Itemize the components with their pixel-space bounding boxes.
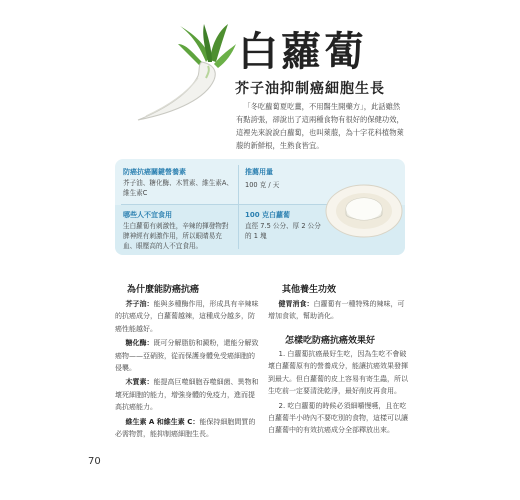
intro-paragraph (236, 100, 406, 152)
reference-text: 直徑 7.5 公分、厚 2 公分的 1 塊 (245, 222, 321, 240)
right-paragraph: 1. 白蘿蔔抗癌最好生吃，因為生吃不會破壞白蘿蔔原有的營養成分，能讓抗癌效果發揮到最大。但白蘿蔔的皮上容易有寄生蟲，所以生吃前一定要清洗乾淨，最好削皮再食用。 (268, 350, 408, 396)
left-paragraph-text: 能提高巨噬細胞吞噬細菌、異物和壞死細胞的能力，增強身體的免疫力，進而提高抗癌能力。 (115, 378, 259, 412)
page-subtitle: 芥子油抑制癌細胞生長 (235, 81, 385, 97)
right-paragraph (268, 298, 408, 323)
right-paragraph-label: 健胃消食： (278, 300, 314, 308)
left-paragraph-text: 既可分解脂肪和澱粉，還能分解致癌物——亞硝胺，從而保護身體免受癌細胞的侵襲。 (115, 339, 259, 373)
left-paragraph-text: 能與多種酶作用，形成具有辛辣味的抗癌成分，白蘿蔔越辣，這種成分越多，防癌性能越好。 (115, 300, 259, 333)
nutrients-text: 芥子油、糖化酶、木質素、維生素A、維生素C (123, 179, 234, 197)
left-paragraph-text: 能保持細胞間質的必需物質，能抑制癌細胞生長。 (115, 417, 256, 439)
panel-divider-vertical (238, 165, 239, 249)
right-column-body-1 (268, 298, 408, 325)
left-section-heading: 為什麼能防癌抗癌 (127, 285, 200, 295)
left-paragraph (115, 337, 261, 374)
left-column-body (115, 298, 261, 442)
left-paragraph-label: 木質素： (125, 378, 154, 387)
page-title: 白蘿蔔 (238, 28, 367, 75)
right-section-heading: 其他養生功效 (282, 285, 337, 295)
left-paragraph-label: 芥子油： (125, 300, 154, 308)
left-paragraph-label: 糖化酶： (125, 339, 154, 348)
avoid-title: 哪些人不宜食用 (123, 211, 172, 219)
intro-text: 「冬吃蘿蔔夏吃薑，不用醫生開藥方」，此話雖然有點誇張，卻說出了這兩種食物有很好的保健功效，這裡先來說說白蘿蔔，也叫萊菔，為十字花科植物萊菔的新鮮根，生熟食皆宜。 (236, 102, 404, 150)
right-paragraph: 2. 吃白蘿蔔的時候必須細嚼慢嚥，且在吃白蘿蔔半小時內不要吃別的食物，這樣可以讓白蘿蔔中的有效抗癌成分全部釋放出來。 (268, 401, 408, 435)
right-paragraph-text: 白蘿蔔有一種特殊的辣味，可增加食欲，幫助消化。 (268, 300, 405, 321)
radish-illustration (128, 22, 238, 122)
nutrients-title: 防癌抗癌關鍵營養素 (123, 168, 186, 176)
left-paragraph (115, 376, 261, 413)
right-section-heading-2: 怎樣吃防癌抗癌效果好 (285, 336, 376, 346)
page-number: 70 (88, 456, 101, 467)
reference-title: 100 克白蘿蔔 (245, 211, 291, 219)
radish-slice-plate-image (323, 165, 405, 245)
right-column-body-2 (268, 348, 408, 439)
avoid-text: 生白蘿蔔有刺激性，辛辣的揮發物對脾神經有刺激作用，所以眼睛易充血、眼壓高的人不宜食用。 (123, 222, 229, 250)
left-paragraph (115, 298, 261, 335)
left-paragraph-label: 維生素 A 和維生素 C： (125, 417, 200, 426)
left-paragraph (115, 416, 261, 441)
dosage-title: 推薦用量 (245, 168, 273, 176)
dosage-text: 100 克 / 天 (245, 181, 280, 189)
